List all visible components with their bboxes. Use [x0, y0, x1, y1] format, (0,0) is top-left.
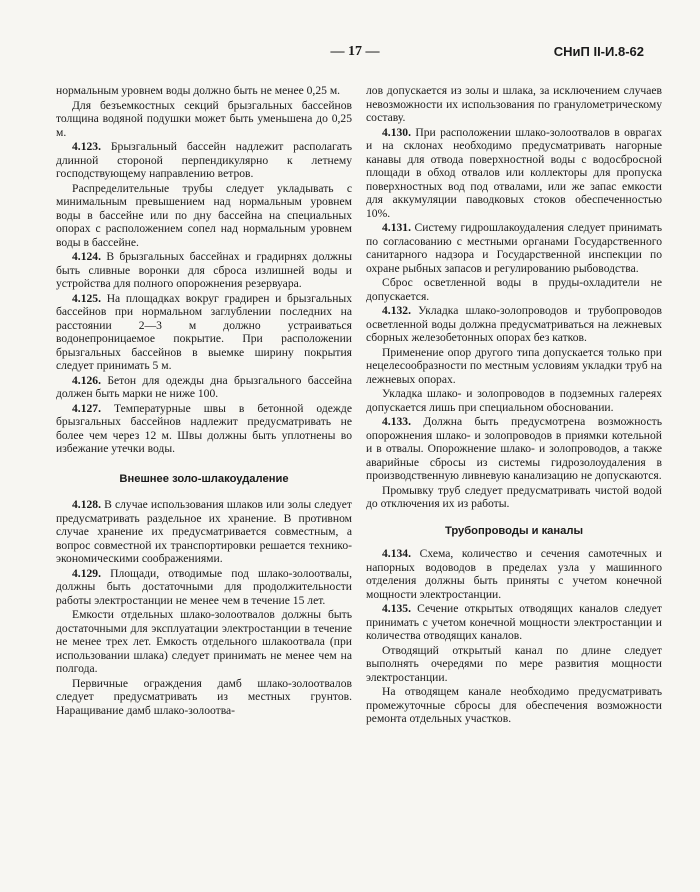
left-paragraphs-2 — [56, 498, 352, 717]
clause-number: 4.135. — [382, 602, 411, 615]
clause-number: 4.134. — [382, 547, 411, 560]
paragraph-text: На отводящем канале необходимо предусматривать промежуточные сбросы для обеспечения возможности ремонта отдельных участков. — [366, 685, 662, 725]
paragraph — [56, 402, 352, 456]
paragraph — [366, 484, 662, 511]
paragraph — [366, 346, 662, 387]
paragraph — [366, 644, 662, 685]
paragraph-text: Отводящий открытый канал по длине следует выполнять очередями по мере развития мощности электростанции. — [366, 643, 662, 684]
paragraph-text: Укладка шлако- и золопроводов в подземных галереях допускается лишь при специальном обосновании. — [366, 387, 662, 414]
paragraph-text: нормальным уровнем воды должно быть не менее 0,25 м. — [56, 84, 341, 97]
paragraph — [56, 677, 352, 718]
paragraph-text: Должна быть предусмотрена возможность опорожнения шлако- и золопроводов в приямки котельной и в отвалы. Опорожнение шлако- и золопроводов, а также аварийные сбросы из системы гидрозолоудаления в производственную ливневую канализацию не допускаются. — [366, 415, 662, 482]
section-heading-ash-removal: Внешнее золо-шлакоудаление — [119, 472, 289, 485]
clause-number: 4.124. — [72, 250, 101, 263]
clause-number: 4.126. — [72, 373, 101, 387]
paragraph-text: Сброс осветленной воды в пруды-охладители не допускается. — [366, 276, 662, 303]
paragraph — [56, 250, 352, 291]
paragraph — [56, 140, 352, 181]
paragraph-text: Для безъемкостных секций брызгальных бассейнов толщина водяной подушки может быть уменьшена до 0,25 м. — [56, 98, 352, 139]
paragraph-text: Площади, отводимые под шлако-золоотвалы, должны быть достаточными для продолжительности работы электростанции не менее чем в течение 15 лет. — [56, 566, 352, 607]
page-number: — 17 — — [330, 44, 380, 59]
paragraph-text: Брызгальный бассейн надлежит располагать длинной стороной перпендикулярно к летнему господствующему направлению ветров. — [56, 140, 352, 180]
left-column — [56, 84, 352, 718]
paragraph — [366, 221, 662, 275]
page-header — [0, 44, 700, 64]
paragraph-text: На площадках вокруг градирен и брызгальных бассейнов при нормальном заглублении последних на расстоянии 2—3 м должно устраиваться водонепроницаемое покрытие. При расположении брызгальных бассейнов в выемке ширину покрытия следует принимать 5 м. — [56, 291, 352, 372]
right-paragraphs-2 — [366, 547, 662, 726]
paragraph — [366, 84, 662, 125]
left-paragraphs — [56, 84, 352, 456]
paragraph — [56, 374, 352, 401]
paragraph — [366, 304, 662, 345]
clause-number: 4.129. — [72, 566, 101, 580]
clause-number: 4.131. — [382, 221, 411, 234]
paragraph — [56, 182, 352, 250]
section-heading-pipelines: Трубопроводы и каналы — [444, 524, 584, 537]
clause-number: 4.125. — [72, 291, 101, 305]
paragraph — [366, 602, 662, 643]
clause-number: 4.127. — [72, 401, 101, 415]
paragraph — [56, 567, 352, 608]
paragraph-text: Бетон для одежды дна брызгального бассейна должен быть марки не ниже 100. — [56, 373, 352, 400]
clause-number: 4.130. — [382, 125, 411, 139]
paragraph-text: При расположении шлако-золоотвалов в оврагах и на склонах необходимо предусматривать нагорные канавы для отвода поверхностной воды с водосбросной площади в обход отвалов или коллекторы для пропуска поверхностных вод под отвалами, или же запас емкости для аккумуляции паводковых стоков обеспеченностью 10%. — [366, 125, 662, 220]
paragraph — [56, 292, 352, 373]
paragraph-text: В случае использования шлаков или золы следует предусматривать раздельное их хранение. В противном случае хранение их предусматривается совместным, а вопрос совместной их транспортировки решается технико-экономическими соображениями. — [56, 498, 352, 565]
paragraph — [366, 685, 662, 726]
document-code: СНиП II-И.8-62 — [553, 44, 644, 59]
paragraph-text: Емкости отдельных шлако-золоотвалов должны быть достаточными для эксплуатации электростанции в течение не менее трех лет. Емкость отдельного шлакоотвала (при использовании шлака) следует принимать не менее чем на полгода. — [56, 608, 352, 675]
clause-number: 4.133. — [382, 415, 411, 428]
paragraph — [366, 126, 662, 221]
paragraph-text: В брызгальных бассейнах и градирнях должны быть сливные воронки для сброса излишней воды и устройства для полного опорожнения резервуара. — [56, 250, 352, 290]
clause-number: 4.123. — [72, 140, 101, 153]
paragraph — [56, 84, 352, 98]
paragraph-text: Систему гидрошлакоудаления следует принимать по согласованию с местными органами Государственного санитарного надзора и Государственной инспекции по охране рыбных запасов и регулированию рыбоводства. — [366, 221, 662, 275]
paragraph-text: Схема, количество и сечения самотечных и напорных водоводов в пределах узла у машинного отделения должны быть приняты с учетом конечной мощности электростанции. — [366, 547, 662, 601]
paragraph-text: Температурные швы в бетонной одежде брызгальных бассейнов надлежит предусматривать не более чем через 12 м. Швы должны быть уплотнены во избежание утечки воды. — [56, 401, 352, 455]
clause-number: 4.132. — [382, 304, 411, 317]
paragraph — [56, 608, 352, 676]
paragraph-text: Первичные ограждения дамб шлако-золоотвалов следует предусматривать из местных грунтов. Наращивание дамб шлако-золоотва- — [56, 676, 352, 717]
paragraph-text: лов допускается из золы и шлака, за исключением случаев невозможности их использования по гранулометрическому составу. — [366, 84, 662, 124]
right-paragraphs — [366, 84, 662, 511]
clause-number: 4.128. — [72, 498, 101, 511]
paragraph — [366, 415, 662, 483]
paragraph-text: Сечение открытых отводящих каналов следует принимать с учетом конечной мощности электростанции и количества отводящих каналов. — [366, 602, 662, 642]
paragraph-text: Распределительные трубы следует укладывать с минимальным превышением над нормальным уровнем воды в бассейне или по дну бассейна на специальных опорах с расположением сопел над нормальным уровнем воды в бассейне. — [56, 181, 352, 249]
paragraph — [366, 387, 662, 414]
paragraph — [366, 276, 662, 303]
paragraph — [56, 498, 352, 566]
paragraph — [56, 99, 352, 140]
paragraph — [366, 547, 662, 601]
paragraph-text: Укладка шлако-золопроводов и трубопроводов осветленной воды должна предусматриваться на лежневых сборных железобетонных опорах без катков. — [366, 304, 662, 344]
right-column — [366, 84, 662, 727]
paragraph-text: Применение опор другого типа допускается только при нецелесообразности по местным условиям укладки труб на лежневых опорах. — [366, 345, 662, 386]
paragraph-text: Промывку труб следует предусматривать чистой водой до отключения их из работы. — [366, 483, 662, 510]
